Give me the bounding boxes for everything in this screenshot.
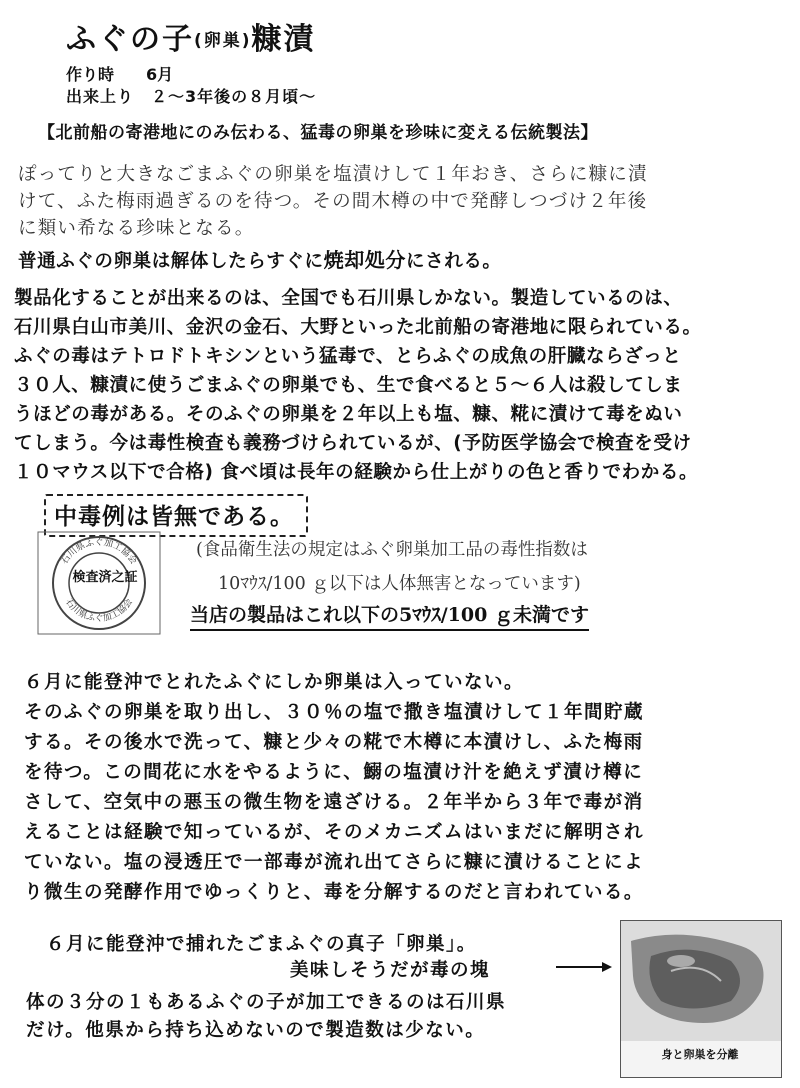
no-poisoning-statement: 中毒例は皆無である。 [44, 494, 308, 537]
fugu-ovary-image [621, 921, 781, 1041]
page-title [66, 14, 316, 58]
normal-pre: 普通ふぐの卵巣は解体したらすぐに [18, 251, 324, 272]
bottom-line3: 体の３分の１もあるふぐの子が加工できるのは石川県 [26, 992, 507, 1013]
process-line: を待つ。この間花に水をやるように、鰯の塩漬け汁を絶えず漬け樽に [24, 762, 644, 783]
photo-caption: 身と卵巣を分離 [661, 1048, 739, 1061]
ready-time: 出来上り ２～3年後の８月頃～ [66, 87, 317, 106]
title-paren: (卵巣) [194, 31, 252, 51]
body-line: 石川県白山市美川、金沢の金石、大野といった北前船の寄港地に限られている。 [14, 317, 702, 338]
body-line: １０マウス以下で合格) 食べ頃は長年の経験から仕上がりの色と香りでわかる。 [14, 462, 699, 483]
bottom-line4: だけ。他県から持ち込めないので製造数は少ない。 [26, 1020, 486, 1041]
standard-emph: 5ﾏｳｽ/100 ｇ [399, 604, 513, 626]
body-line: うほどの毒がある。そのふぐの卵巣を２年以上も塩、糠、糀に漬けて毒をぬい [14, 404, 683, 425]
made-time: 作り時 6月 [66, 65, 174, 84]
process-line: そのふぐの卵巣を取り出し、３０％の塩で撒き塩漬けして１年間貯蔵 [24, 702, 645, 723]
body-line: 製品化することが出来るのは、全国でも石川県しかない。製造しているのは、 [14, 288, 683, 309]
process-line: する。その後水で洗って、糠と少々の糀で木樽に本漬けし、ふた梅雨 [24, 732, 644, 753]
title-end: 糠漬 [251, 22, 316, 57]
intro-line: に類い希なる珍味となる。 [18, 218, 255, 239]
arrow-right-icon [554, 960, 614, 974]
normal-emph: 焼却処分 [323, 248, 407, 272]
process-line: ６月に能登沖でとれたふぐにしか卵巣は入っていない。 [24, 672, 525, 693]
process-line: ていない。塩の浸透圧で一部毒が流れ出てさらに糠に漬けることによ [24, 852, 645, 873]
tagline: 【北前船の寄港地にのみ伝わる、猛毒の卵巣を珍味に変える伝統製法】 [38, 123, 598, 143]
bottom-line2: 美味しそうだが毒の塊 [290, 960, 491, 981]
seal-ring-top: 石川県ふぐ加工協会 [59, 538, 139, 567]
product-standard-note [190, 600, 589, 631]
bottom-line1: ６月に能登沖で捕れたごまふぐの真子「卵巣」。 [46, 934, 477, 955]
seal-text: 検査済之証 [72, 570, 138, 585]
intro-line: ぽってりと大きなごまふぐの卵巣を塩漬けして１年おき、さらに糠に漬 [18, 164, 648, 185]
seal-ring-bottom: 石川県ふぐ加工協会 [63, 597, 135, 624]
intro-line: けて、ふた梅雨過ぎるのを待つ。その間木樽の中で発酵しつづけ２年後 [18, 191, 648, 212]
title-main: ふぐの子 [66, 22, 194, 57]
process-line: さして、空気中の悪玉の微生物を遠ざける。２年半から３年で毒が消 [24, 792, 644, 813]
body-line: てしまう。今は毒性検査も義務づけられているが、(予防医学協会で検査を受け [14, 433, 692, 454]
process-line: えることは経験で知っているが、そのメカニズムはいまだに解明され [24, 822, 645, 843]
process-line: り微生の発酵作用でゆっくりと、毒を分解するのだと言われている。 [24, 882, 644, 903]
standard-pre: 当店の製品はこれ以下の [190, 604, 400, 626]
normal-post: にされる。 [406, 251, 502, 272]
normal-statement [18, 244, 502, 273]
regulation-note-line1: (食品衛生法の規定はふぐ卵巣加工品の毒性指数は [196, 540, 588, 560]
body-line: ふぐの毒はテトロドトキシンという猛毒で、とらふぐの成魚の肝臓ならざっと [14, 346, 682, 367]
body-line: ３０人、糠漬に使うごまふぐの卵巣でも、生で食べると５～６人は殺してしま [14, 375, 683, 396]
standard-post: 未満です [512, 604, 589, 626]
regulation-note-line2: 10ﾏｳｽ/100 ｇ以下は人体無害となっています) [218, 574, 581, 594]
